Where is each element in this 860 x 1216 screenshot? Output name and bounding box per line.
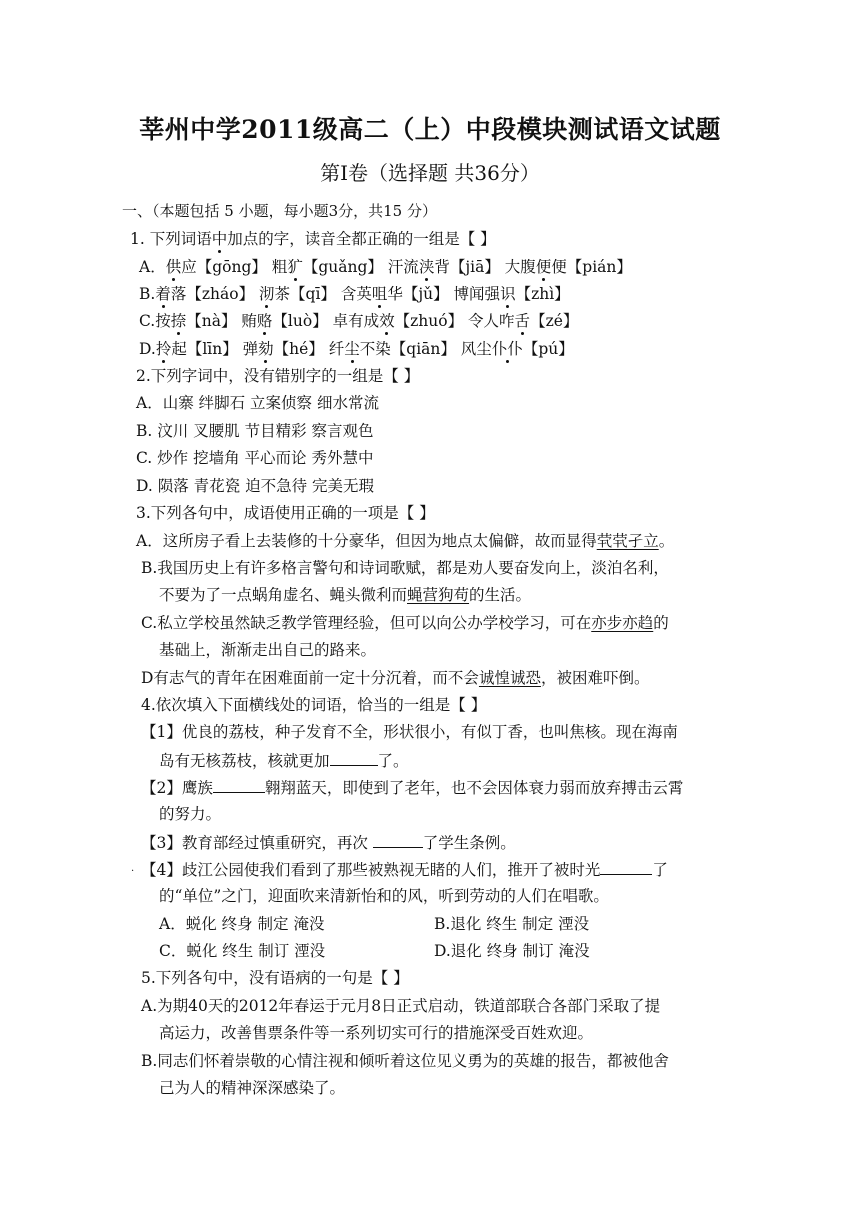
fill-blank	[330, 749, 378, 766]
sentence-text: 【4】歧江公园使我们看到了那些被熟视无睹的人们，推开了被时光	[141, 861, 601, 879]
option-text: 不染【qiān】 风尘	[359, 340, 492, 358]
option-text: 【zhuó】 令人咋	[394, 312, 515, 330]
q4-sentence-3	[141, 831, 516, 854]
q5-option-a-line2: 高运力，改善售票条件等一系列切实可行的措施深受百姓欢迎。	[159, 1024, 594, 1042]
fill-blank	[600, 858, 652, 875]
q3-stem: 3.下列各句中，成语使用正确的一项是【 】	[136, 504, 435, 522]
q4-option-a: A．蜕化 终身 制定 淹没	[159, 915, 325, 933]
q2-option-d: D. 陨落 青花瓷 迫不急待 完美无瑕	[136, 477, 375, 495]
dotted-char: 咀	[371, 285, 388, 303]
sentence-text: 翱翔蓝天，即使到了老年，也不会因体衰力弱而放弃搏击云霄	[264, 779, 684, 797]
option-text: A．这所房子看上去装修的十分豪华，但因为地点太偏僻，故而显得	[136, 532, 597, 550]
q4-sentence-2-line1	[141, 776, 683, 799]
q1-stem-part: 加点的字，读音全都正确的一组是【 】	[227, 230, 496, 248]
option-text: 便【pián】	[551, 258, 632, 276]
option-text: 【hé】 纤	[273, 340, 345, 358]
q4-sentence-4-line2: 的“单位”之门，迎面吹来清新怡和的风，听到劳动的人们在唱歌。	[159, 887, 609, 905]
q2-option-a: A．山寨 绊脚石 立案侦察 细水常流	[136, 394, 379, 412]
q5-option-b-line2: 己为人的精神深深感染了。	[159, 1079, 346, 1097]
exam-title: 莘州中学2011级高二（上）中段模块测试语文试题	[139, 115, 721, 144]
dotted-char: 仆仆	[491, 340, 523, 358]
q4-sentence-1-line2	[159, 749, 409, 772]
option-text: 华【jǔ】 博闻强	[387, 285, 501, 303]
q3-option-c-line2: 基础上，渐渐走出自己的路来。	[159, 641, 377, 659]
dotted-char: 劾	[258, 340, 274, 358]
q1-option-d	[139, 338, 574, 360]
fill-blank	[373, 831, 423, 848]
option-text: D有志气的青年在困难面前一定十分沉着，而不会	[141, 669, 479, 687]
q4-option-b: B.退化 终生 制定 湮没	[434, 915, 590, 933]
fill-blank	[213, 776, 265, 793]
option-text: 背【jiā】 大腹	[434, 258, 536, 276]
option-text: B.	[139, 285, 156, 303]
option-text: A．	[139, 258, 166, 276]
section-subtitle: 第Ⅰ卷（选择题 共36分）	[320, 161, 540, 185]
q2-option-b: B. 汶川 叉腰肌 节目精彩 察言观色	[136, 422, 374, 440]
q4-stem: 4.依次填入下面横线处的词语，恰当的一组是【 】	[141, 696, 487, 714]
underlined-idiom: 诚惶诚恐	[478, 669, 541, 687]
option-text: 【luò】 卓有成	[272, 312, 380, 330]
sentence-text: 【2】鹰族	[141, 779, 213, 797]
dotted-char: 舌	[514, 312, 531, 330]
sentence-text: 了。	[377, 752, 409, 770]
dotted-char: 拎	[155, 340, 172, 358]
dotted-char: 尘	[344, 340, 360, 358]
option-text: 【pú】	[522, 340, 574, 358]
option-text: 茶【qī】 含英	[274, 285, 372, 303]
stray-mark: .	[131, 863, 135, 874]
q2-option-c: C. 炒作 挖墙角 平心而论 秀外慧中	[136, 449, 374, 467]
q1-stem-dotted-char: 中	[211, 230, 228, 248]
option-text: 起【līn】 弹	[171, 340, 259, 358]
dotted-char: 捺	[170, 312, 187, 330]
q1-stem	[130, 228, 496, 250]
q5-option-a-line1: A.为期40天的2012年春运于元月8日正式启动，铁道部联合各部门采取了提	[141, 997, 661, 1015]
q1-option-a	[139, 256, 632, 278]
underlined-idiom: 茕茕孑立	[596, 532, 659, 550]
q4-sentence-2-line2: 的努力。	[159, 805, 222, 823]
option-text: C.按	[139, 312, 171, 330]
q2-stem: 2.下列字词中，没有错别字的一组是【 】	[136, 367, 420, 385]
option-text: 应【gōng】 粗	[181, 258, 288, 276]
dotted-char: 便	[535, 258, 552, 276]
option-text: 【zhì】	[515, 285, 570, 303]
option-text: 【guǎng】 汗流	[302, 258, 419, 276]
q1-stem-part: 1. 下列词语	[130, 230, 212, 248]
option-text: 落【zháo】	[170, 285, 259, 303]
option-text: 。	[658, 532, 675, 550]
q3-option-d	[141, 667, 649, 689]
dotted-char: 识	[500, 285, 516, 303]
option-text: 【nà】 贿	[186, 312, 257, 330]
dotted-char: 着	[155, 285, 171, 303]
q4-option-c: C．蜕化 终生 制订 湮没	[159, 942, 326, 960]
q4-option-d: D.退化 终身 制订 淹没	[434, 942, 590, 960]
sentence-text: 岛有无核荔枝，核就更加	[159, 752, 330, 770]
underlined-idiom: 蝇营狗苟	[407, 586, 470, 604]
underlined-idiom: 亦步亦趋	[591, 614, 654, 632]
q1-option-b	[139, 283, 570, 305]
option-text: 【zé】	[530, 312, 579, 330]
option-text: ，被困难吓倒。	[540, 669, 650, 687]
dotted-char: 供	[165, 258, 182, 276]
q3-option-b-line1: B.我国历史上有许多格言警句和诗词歌赋，都是劝人要奋发向上，淡泊名利，	[141, 559, 669, 577]
option-text: 不要为了一点蜗角虚名、蝇头微利而	[159, 586, 408, 604]
q4-sentence-4-line1	[141, 858, 668, 881]
q4-sentence-1-line1: 【1】优良的荔枝，种子发育不全，形状很小，有似丁香，也叫焦核。现在海南	[141, 723, 678, 741]
dotted-char: 沏	[259, 285, 275, 303]
dotted-char: 效	[379, 312, 395, 330]
sentence-text: 了学生条例。	[422, 834, 516, 852]
q3-option-b-line2	[159, 584, 531, 606]
option-text: 的生活。	[469, 586, 532, 604]
q5-option-b-line1: B.同志们怀着崇敬的心情注视和倾听着这位见义勇为的英雄的报告，都被他舍	[141, 1052, 669, 1070]
q3-option-c-line1	[141, 612, 669, 634]
sentence-text: 了	[652, 861, 668, 879]
dotted-char: 浃	[418, 258, 435, 276]
sentence-text: 【3】教育部经过慎重研究，再次	[141, 834, 373, 852]
q5-stem: 5.下列各句中，没有语病的一句是【 】	[141, 969, 409, 987]
q3-option-a	[136, 530, 674, 552]
option-text: D.	[139, 340, 156, 358]
section-instructions: 一、（本题包括 5 小题，每小题3分，共15 分）	[122, 202, 437, 220]
q1-option-c	[139, 310, 578, 332]
option-text: 的	[653, 614, 669, 632]
option-text: C.私立学校虽然缺乏教学管理经验，但可以向公办学校学习，可在	[141, 614, 592, 632]
dotted-char: 赂	[256, 312, 273, 330]
dotted-char: 犷	[287, 258, 303, 276]
